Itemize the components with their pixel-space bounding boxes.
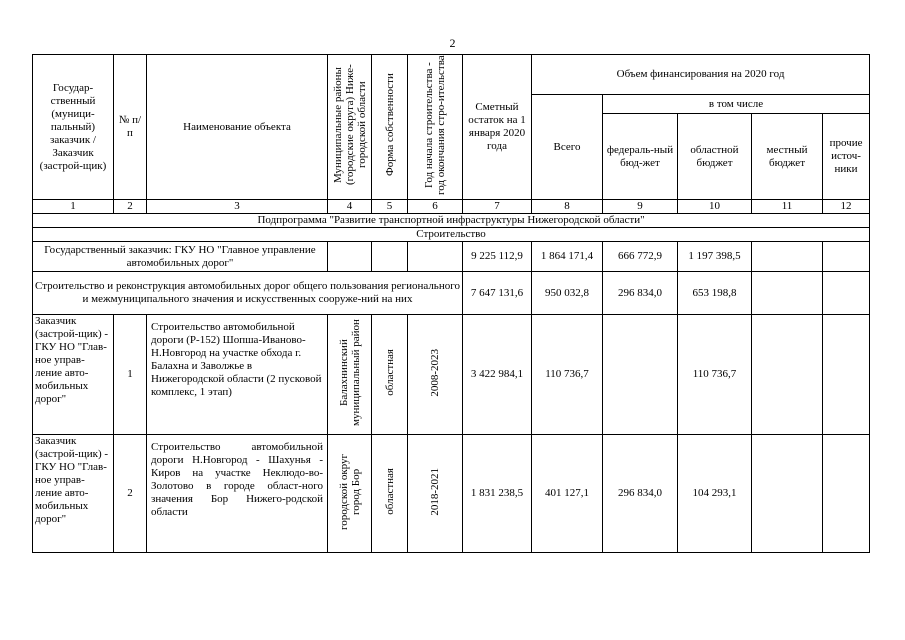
col-number: 12 [823,200,870,214]
col-number: 8 [532,200,603,214]
col-number: 4 [328,200,372,214]
row-regional: 104 293,1 [678,435,752,553]
empty-cell [328,242,372,272]
col-number: 11 [752,200,823,214]
group-name: Строительство и реконструкция автомобильных дорог общего пользования регионального и межмуниципального значения и искусственных сооруже-ний на них [33,272,463,315]
col-number: 9 [603,200,678,214]
col-number: 1 [33,200,114,214]
section-row [33,228,870,242]
row-other [823,315,870,435]
row-other [823,435,870,553]
col-number: 2 [114,200,147,214]
row-years-text: 2008-2023 [429,348,441,397]
empty-cell [823,242,870,272]
subprogram-row [33,214,870,228]
row-local [752,315,823,435]
table-row [33,315,870,435]
header-row-1 [33,55,870,95]
empty-cell [752,272,823,315]
header-local: местный бюджет [752,114,823,200]
header-customer: Государ-ственный (муници-пальный) заказчик / Заказчик (застрой-щик) [33,55,114,200]
customer-row [33,242,870,272]
col-number: 3 [147,200,328,214]
header-years [408,55,463,200]
row-regional: 110 736,7 [678,315,752,435]
customer-federal: 666 772,9 [603,242,678,272]
row-federal: 296 834,0 [603,435,678,553]
customer-total: 1 864 171,4 [532,242,603,272]
header-regional: областной бюджет [678,114,752,200]
row-customer: Заказчик (застрой-щик) - ГКУ НО "Глав-ное управ-ление авто-мобильных дорог" [33,435,114,553]
header-including: в том числе [603,95,870,114]
column-numbers-row [33,200,870,214]
empty-cell [408,242,463,272]
header-ownership [372,55,408,200]
row-local [752,435,823,553]
row-years-text: 2018-2021 [429,467,441,516]
empty-cell [372,242,408,272]
row-district-text: Балахнинский муниципальный район [337,319,362,426]
financing-table [32,54,870,553]
group-row [33,272,870,315]
row-number: 2 [114,435,147,553]
row-customer: Заказчик (застрой-щик) - ГКУ НО "Глав-ное управ-ление авто-мобильных дорог" [33,315,114,435]
row-estimate: 3 422 984,1 [463,315,532,435]
row-district [328,315,372,435]
header-district-text: Муниципальные районы (городские округа) Ниже-городской области [331,64,368,186]
row-ownership-text: областная [383,349,396,396]
header-ownership-text: Форма собственности [383,73,396,177]
row-total: 110 736,7 [532,315,603,435]
header-number: № п/п [114,55,147,200]
row-estimate: 1 831 238,5 [463,435,532,553]
header-federal: федераль-ный бюд-жет [603,114,678,200]
empty-cell [823,272,870,315]
row-district [328,435,372,553]
row-federal [603,315,678,435]
row-object: Строительство автомобильной дороги Н.Новгород - Шахунья - Киров на участке Неклюдо-во-Золотово в городе област-ного значения Бор Нижего-родской области [147,435,328,553]
row-district-text: городской округ город Бор [337,453,362,530]
header-object-name: Наименование объекта [147,55,328,200]
group-estimate: 7 647 131,6 [463,272,532,315]
customer-estimate: 9 225 112,9 [463,242,532,272]
page-number: 2 [449,36,456,50]
group-regional: 653 198,8 [678,272,752,315]
row-number: 1 [114,315,147,435]
col-number: 5 [372,200,408,214]
row-object: Строительство автомобильной дороги (Р-152) Шопша-Иваново-Н.Новгород на участке обхода г. Балахна и Заволжье в Нижегородской области (2 пусковой комплекс, 1 этап) [147,315,328,435]
empty-cell [752,242,823,272]
row-ownership-text: областная [383,468,396,515]
row-years [408,315,463,435]
row-years [408,435,463,553]
col-number: 6 [408,200,463,214]
row-ownership [372,315,408,435]
section-title: Строительство [33,228,870,242]
subprogram-title: Подпрограмма "Развитие транспортной инфраструктуры Нижегородской области" [33,214,870,228]
customer-name: Государственный заказчик: ГКУ НО "Главное управление автомобильных дорог" [33,242,328,272]
col-number: 10 [678,200,752,214]
group-total: 950 032,8 [532,272,603,315]
header-district [328,55,372,200]
row-ownership [372,435,408,553]
customer-regional: 1 197 398,5 [678,242,752,272]
header-years-text: Год начала строительства - год окончания стро-ительства [423,55,447,195]
header-other: прочие источ-ники [823,114,870,200]
header-estimate: Сметный остаток на 1 января 2020 года [463,55,532,200]
row-total: 401 127,1 [532,435,603,553]
header-total: Всего [532,95,603,200]
col-number: 7 [463,200,532,214]
group-federal: 296 834,0 [603,272,678,315]
table-row [33,435,870,553]
header-financing: Объем финансирования на 2020 год [532,55,870,95]
